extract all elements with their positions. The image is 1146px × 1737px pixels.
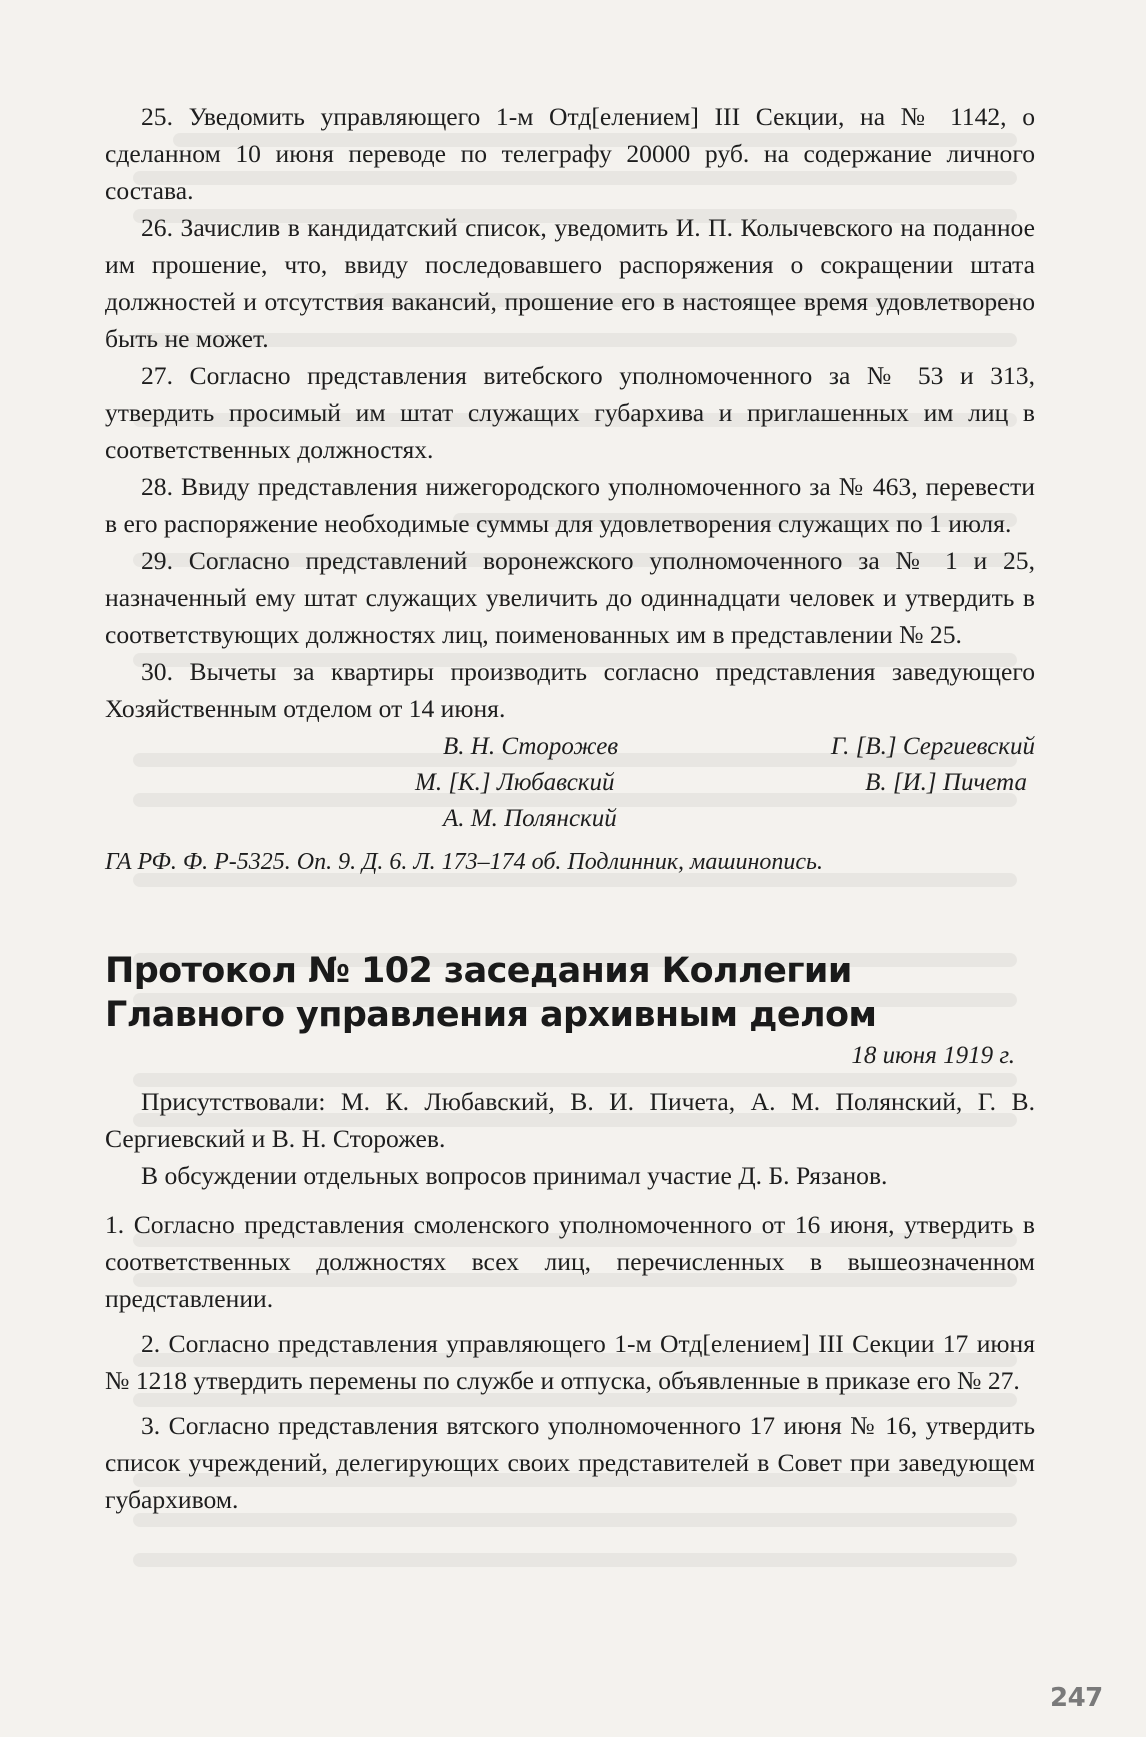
page-number: 247 [1050, 1683, 1103, 1713]
item-27: 27. Согласно представления витебского уполномоченного за № 53 и 313, утвердить просимый им штат служащих губархива и приглашенных им лиц в соответственных должностях. [105, 361, 1035, 464]
signature-polyansky: А. М. Полянский [443, 805, 617, 832]
protocol-heading [105, 949, 1035, 1037]
signature-picheta: В. [И.] Пичета [865, 769, 1027, 796]
archival-source-note: ГА РФ. Ф. Р-5325. Оп. 9. Д. 6. Л. 173–174 об. Подлинник, машинопись. [105, 849, 823, 875]
attendance-section [105, 1083, 1035, 1194]
decision-2: 2. Согласно представления управляющего 1-м Отд[елением] III Секции 17 июня № 1218 утвердить перемены по службе и отпуска, объявленные в приказе его № 27. [105, 1329, 1035, 1395]
protocol-decisions [105, 1206, 1035, 1518]
item-25: 25. Уведомить управляющего 1-м Отд[елением] III Секции, на № 1142, о сделанном 10 июня переводе по телеграфу 20000 руб. на содержание личного состава. [105, 102, 1035, 205]
item-28: 28. Ввиду представления нижегородского уполномоченного за № 463, перевести в его распоряжение необходимые суммы для удовлетворения служащих по 1 июля. [105, 472, 1035, 538]
item-26: 26. Зачислив в кандидатский список, уведомить И. П. Колычевского на поданное им прошение, что, ввиду последовавшего распоряжения о сокращении штата должностей и отсутствия вакансий, прошение его в настоящее время удовлетворено быть не может. [105, 213, 1035, 353]
protocol-heading-line-1: Протокол № 102 заседания Коллегии [105, 951, 852, 991]
signature-storozhev: В. Н. Сторожев [443, 733, 619, 760]
participant-note: В обсуждении отдельных вопросов принимал участие Д. Б. Рязанов. [141, 1161, 888, 1190]
decision-1: 1. Согласно представления смоленского уполномоченного от 16 июня, утвердить в соответственных должностях всех лиц, перечисленных в вышеозначенном представлении. [105, 1210, 1035, 1313]
item-29: 29. Согласно представлений воронежского уполномоченного за № 1 и 25, назначенный ему штат служащих увеличить до одиннадцати человек и утвердить в соответствующих должностях лиц, поименованных им в представлении № 25. [105, 546, 1035, 649]
main-text-column [105, 98, 1035, 1518]
present-members: Присутствовали: М. К. Любавский, В. И. Пичета, А. М. Полянский, Г. В. Сергиевский и В. Н. Сторожев. [105, 1087, 1035, 1153]
signature-block [105, 729, 1035, 837]
protocol-heading-line-2: Главного управления архивным делом [105, 995, 877, 1035]
signature-lyubavsky: М. [К.] Любавский [415, 769, 615, 796]
signature-sergievsky: Г. [В.] Сергиевский [830, 733, 1035, 760]
decision-3: 3. Согласно представления вятского уполномоченного 17 июня № 16, утвердить список учреждений, делегирующих своих представителей в Совет при заведующем губархивом. [105, 1411, 1035, 1514]
protocol-date: 18 июня 1919 г. [851, 1042, 1015, 1069]
item-30: 30. Вычеты за квартиры производить согласно представления заведующего Хозяйственным отделом от 14 июня. [105, 657, 1035, 723]
